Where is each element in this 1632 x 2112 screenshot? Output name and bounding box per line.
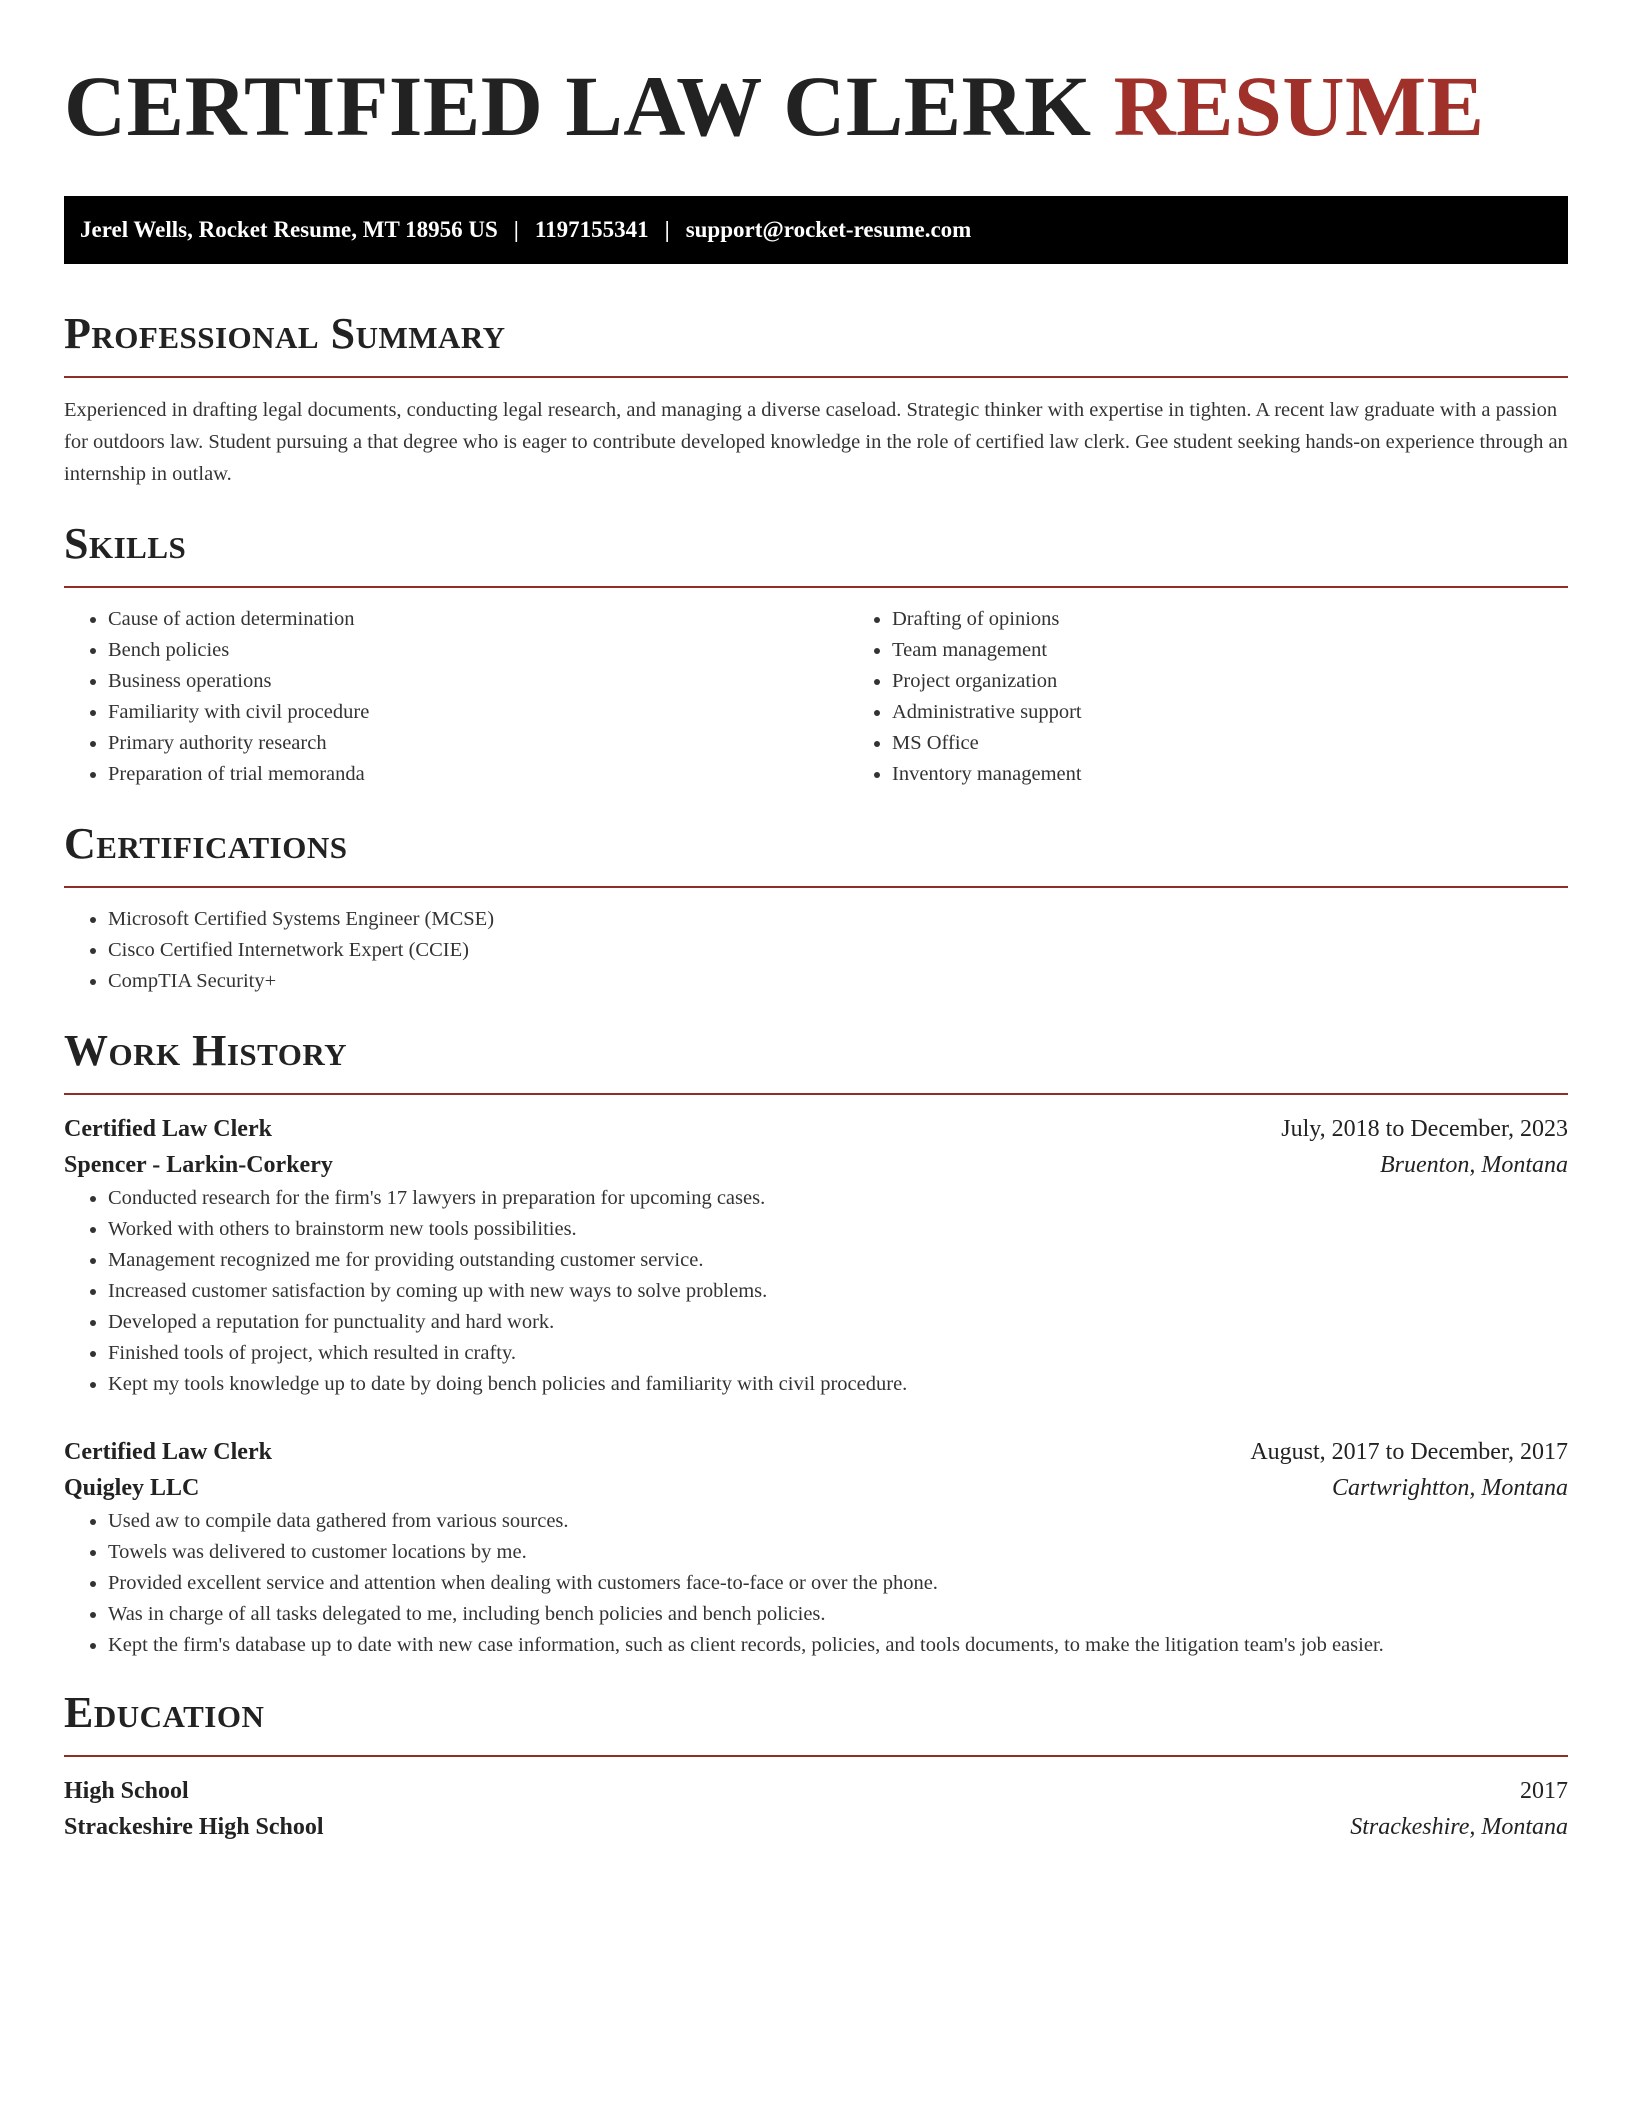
section-divider bbox=[64, 376, 1568, 378]
contact-email: support@rocket-resume.com bbox=[685, 217, 972, 242]
contact-separator: | bbox=[664, 217, 670, 242]
job-bullet: • Towels was delivered to customer locations by me. bbox=[108, 1537, 1568, 1568]
job-company: Spencer - Larkin-Corkery bbox=[64, 1152, 333, 1178]
work-history-heading: Work History bbox=[64, 1026, 348, 1075]
certification-item: • Cisco Certified Internetwork Expert (CCIE) bbox=[108, 935, 1568, 966]
job-bullet: • Worked with others to brainstorm new tools possibilities. bbox=[108, 1214, 1568, 1245]
certification-item: • CompTIA Security+ bbox=[108, 966, 1568, 997]
skills-left-list bbox=[64, 604, 848, 790]
skills-section bbox=[64, 516, 1568, 790]
job-title: Certified Law Clerk bbox=[64, 1439, 272, 1465]
job-company: Quigley LLC bbox=[64, 1475, 200, 1501]
job-entry bbox=[64, 1434, 1568, 1661]
job-bullet: • Finished tools of project, which resulted in crafty. bbox=[108, 1338, 1568, 1369]
education-location: Strackeshire, Montana bbox=[1350, 1814, 1568, 1840]
job-bullet: • Provided excellent service and attention when dealing with customers face-to-face or over the phone. bbox=[108, 1568, 1568, 1599]
title-main: CERTIFIED LAW CLERK bbox=[64, 58, 1092, 154]
skill-item: • Business operations bbox=[108, 666, 848, 697]
skill-item: • Project organization bbox=[892, 666, 1632, 697]
education-year: 2017 bbox=[1520, 1778, 1568, 1804]
skill-item: • Cause of action determination bbox=[108, 604, 848, 635]
job-bullet: • Kept my tools knowledge up to date by doing bench policies and familiarity with civil procedure. bbox=[108, 1369, 1568, 1400]
certification-item: • Microsoft Certified Systems Engineer (MCSE) bbox=[108, 904, 1568, 935]
title-accent: RESUME bbox=[1113, 58, 1485, 154]
job-title-row bbox=[64, 1111, 1568, 1147]
job-dates: August, 2017 to December, 2017 bbox=[1250, 1439, 1568, 1465]
job-bullet: • Was in charge of all tasks delegated to me, including bench policies and bench policies. bbox=[108, 1599, 1568, 1630]
job-company-row bbox=[64, 1470, 1568, 1506]
certifications-heading: Certifications bbox=[64, 819, 348, 868]
resume-title bbox=[64, 56, 1568, 156]
contact-address: Jerel Wells, Rocket Resume, MT 18956 US bbox=[80, 217, 498, 242]
skills-heading: Skills bbox=[64, 519, 187, 568]
section-divider bbox=[64, 586, 1568, 588]
education-section bbox=[64, 1685, 1568, 1845]
skill-item: • Inventory management bbox=[892, 759, 1632, 790]
job-title-row bbox=[64, 1434, 1568, 1470]
education-degree: High School bbox=[64, 1778, 189, 1804]
education-heading: Education bbox=[64, 1688, 265, 1737]
job-bullet: • Management recognized me for providing outstanding customer service. bbox=[108, 1245, 1568, 1276]
skill-item: • Bench policies bbox=[108, 635, 848, 666]
skill-item: • MS Office bbox=[892, 728, 1632, 759]
job-location: Bruenton, Montana bbox=[1380, 1152, 1568, 1178]
skill-item: • Administrative support bbox=[892, 697, 1632, 728]
certifications-section bbox=[64, 816, 1568, 997]
section-divider bbox=[64, 1093, 1568, 1095]
skills-right-list bbox=[848, 604, 1632, 790]
work-history-section bbox=[64, 1023, 1568, 1661]
education-degree-row bbox=[64, 1773, 1568, 1809]
job-bullet: • Kept the firm's database up to date with new case information, such as client records, policies, and tools documents, to make the litigation team's job easier. bbox=[108, 1630, 1568, 1661]
section-divider bbox=[64, 886, 1568, 888]
summary-section bbox=[64, 306, 1568, 490]
job-bullet: • Increased customer satisfaction by coming up with new ways to solve problems. bbox=[108, 1276, 1568, 1307]
skill-item: • Primary authority research bbox=[108, 728, 848, 759]
job-location: Cartwrightton, Montana bbox=[1331, 1475, 1568, 1501]
job-bullet-list bbox=[64, 1506, 1568, 1661]
contact-separator: | bbox=[513, 217, 519, 242]
job-company-row bbox=[64, 1147, 1568, 1183]
skill-item: • Drafting of opinions bbox=[892, 604, 1632, 635]
education-school: Strackeshire High School bbox=[64, 1814, 324, 1840]
summary-text: Experienced in drafting legal documents, conducting legal research, and managing a diverse caseload. Strategic thinker with expertise in tighten. A recent law graduate with a passion for outdoors law. Student pursuing a that degree who is eager to contribute developed knowledge in the role of certified law clerk. Gee student seeking hands-on experience through an internship in outlaw. bbox=[64, 399, 1568, 485]
contact-phone: 1197155341 bbox=[534, 217, 649, 242]
job-entry bbox=[64, 1111, 1568, 1400]
education-school-row bbox=[64, 1809, 1568, 1845]
job-bullet: • Used aw to compile data gathered from various sources. bbox=[108, 1506, 1568, 1537]
summary-heading: Professional Summary bbox=[64, 309, 506, 358]
skill-item: • Team management bbox=[892, 635, 1632, 666]
contact-bar bbox=[64, 196, 1568, 264]
section-divider bbox=[64, 1755, 1568, 1757]
certifications-list bbox=[64, 904, 1568, 997]
skill-item: • Preparation of trial memoranda bbox=[108, 759, 848, 790]
job-bullet-list bbox=[64, 1183, 1568, 1400]
skill-item: • Familiarity with civil procedure bbox=[108, 697, 848, 728]
job-dates: July, 2018 to December, 2023 bbox=[1281, 1116, 1568, 1142]
job-title: Certified Law Clerk bbox=[64, 1116, 272, 1142]
skills-grid bbox=[64, 604, 1568, 790]
job-bullet: • Conducted research for the firm's 17 lawyers in preparation for upcoming cases. bbox=[108, 1183, 1568, 1214]
job-bullet: • Developed a reputation for punctuality and hard work. bbox=[108, 1307, 1568, 1338]
